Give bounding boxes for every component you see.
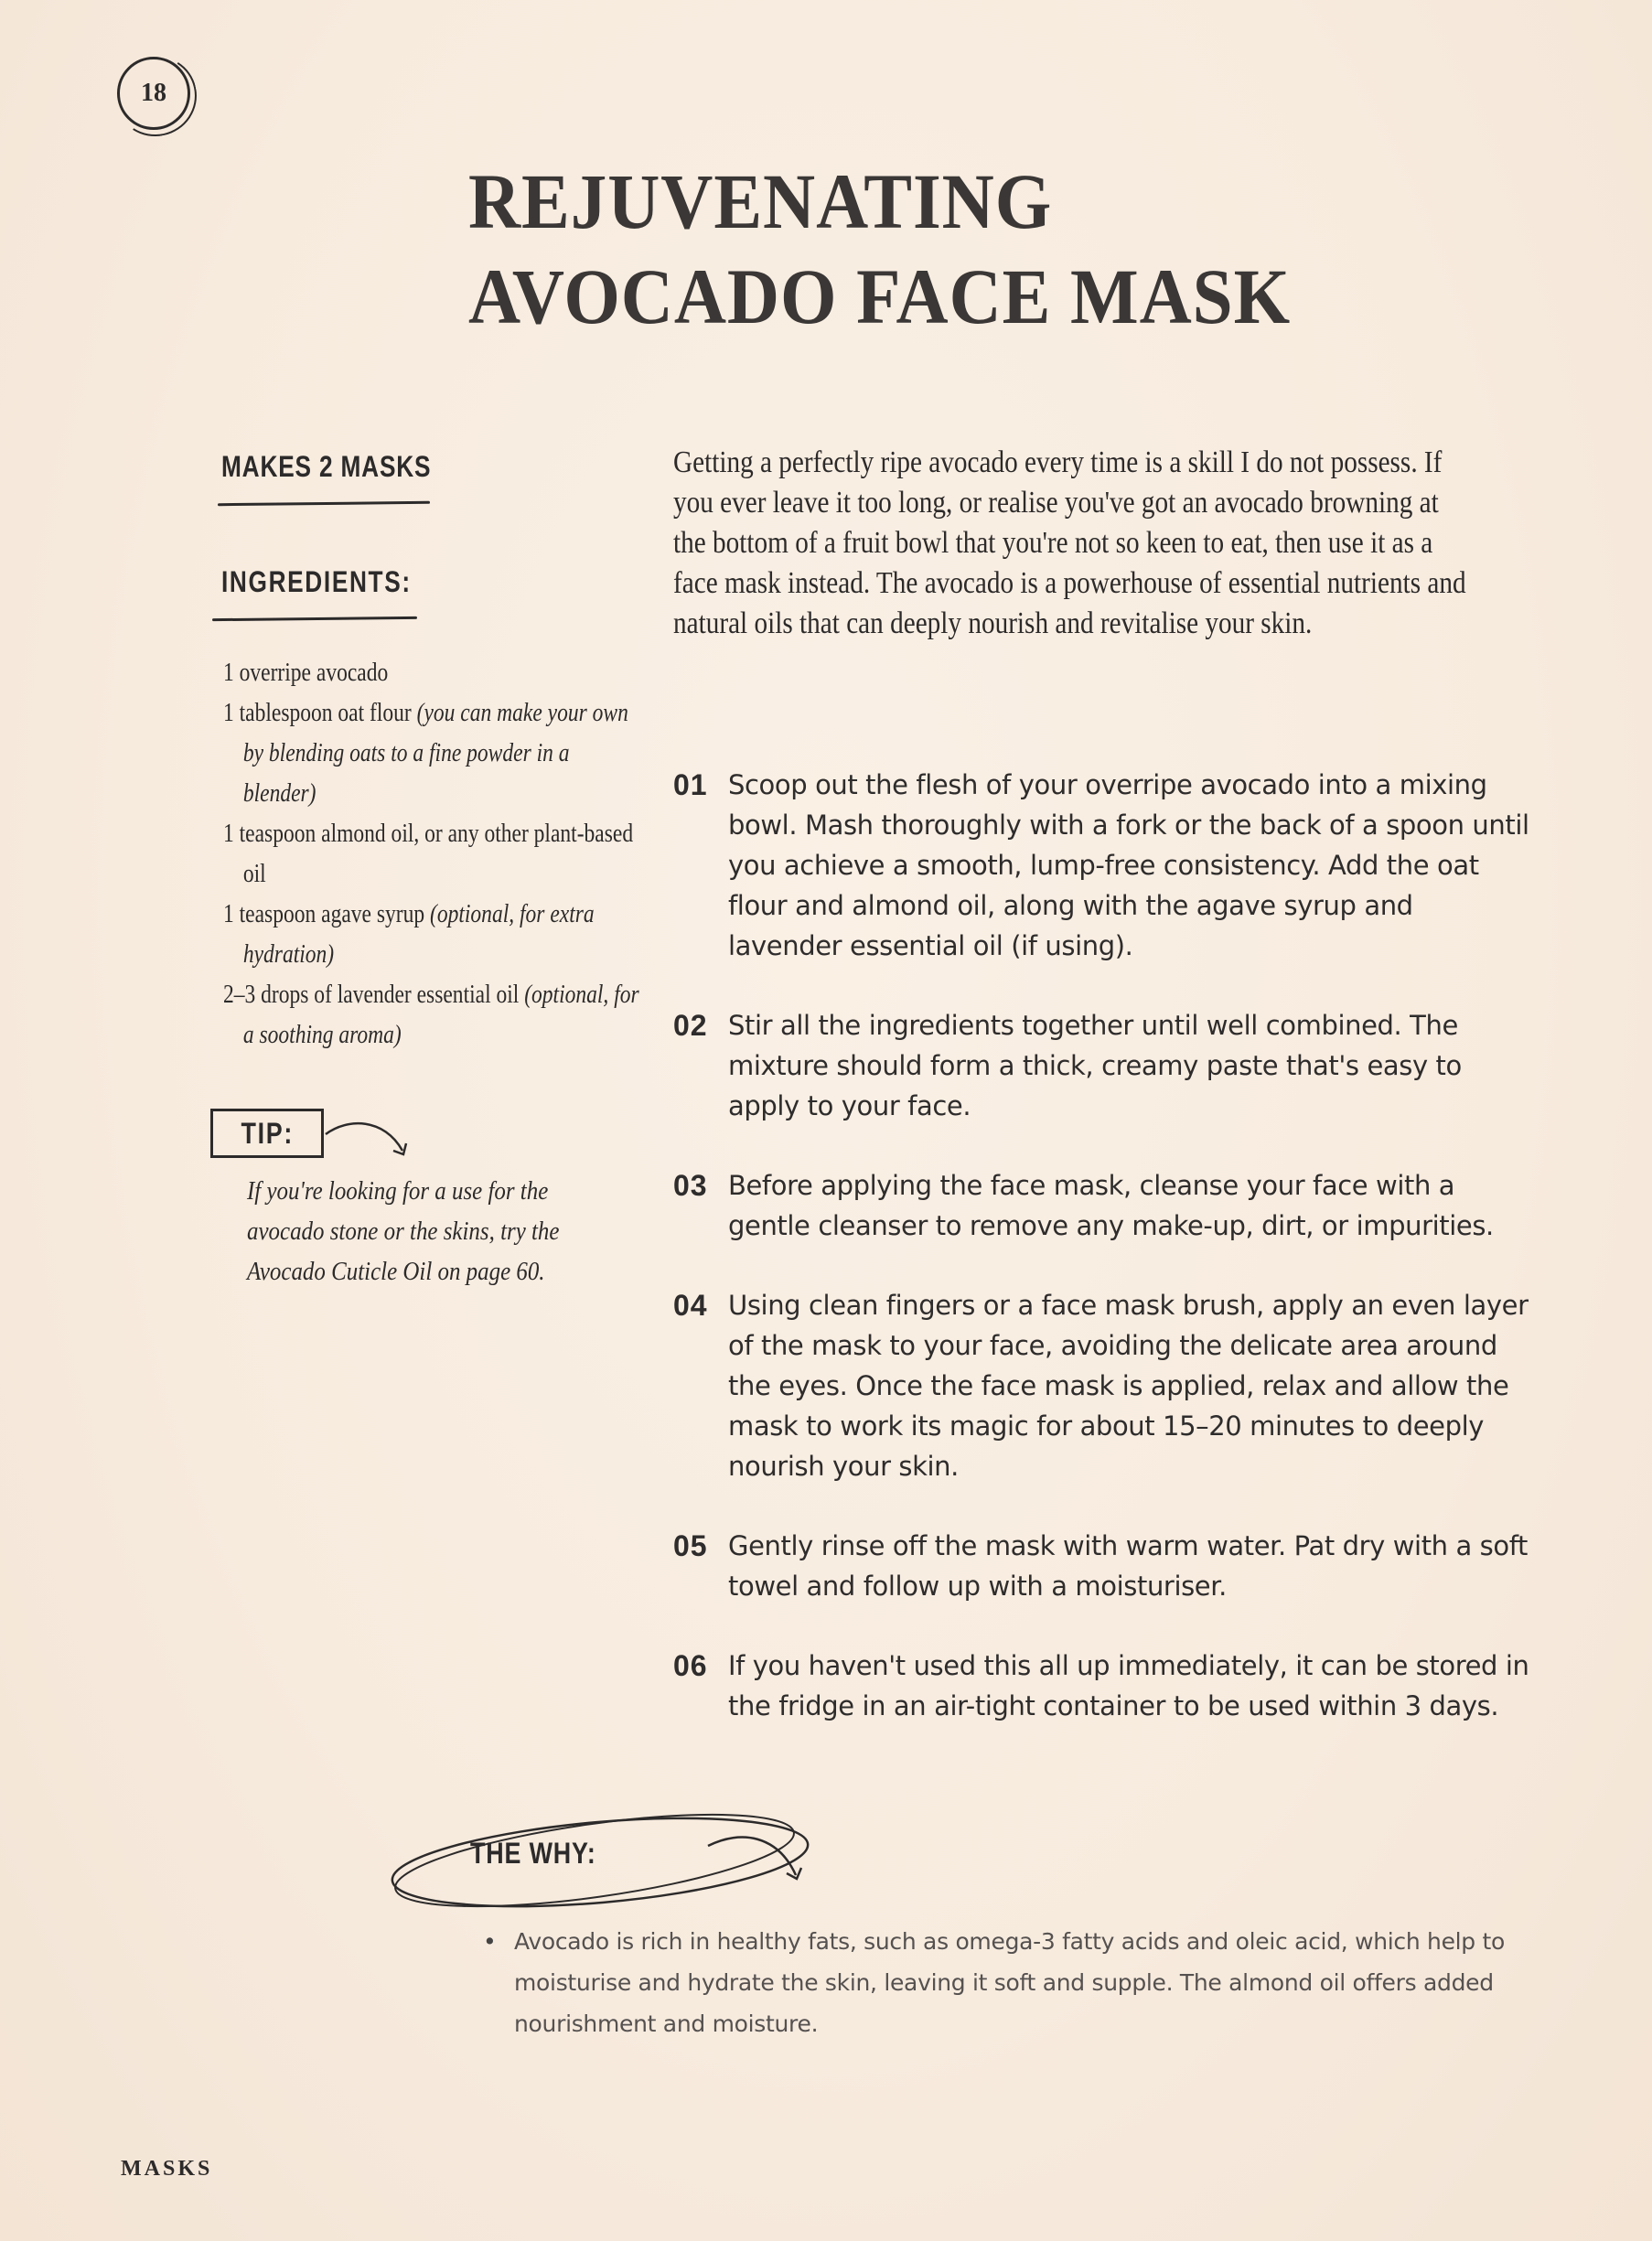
page-number: 18 bbox=[141, 79, 166, 107]
ingredient-note: (optional, for extra hydration) bbox=[242, 900, 595, 969]
step-item bbox=[673, 765, 1533, 966]
ingredients-list bbox=[223, 653, 639, 1056]
yield-label: MAKES 2 MASKS bbox=[221, 450, 432, 483]
step-item bbox=[673, 1165, 1533, 1246]
page-title bbox=[468, 154, 1291, 344]
step-item bbox=[673, 1526, 1533, 1606]
ingredient-note: (optional, for a soothing aroma) bbox=[242, 981, 639, 1049]
step-text: Stir all the ingredients together until well combined. The mixture should form a thick, creamy paste that's easy to apply to your face. bbox=[728, 1010, 1462, 1121]
section-footer: MASKS bbox=[121, 2157, 213, 2181]
intro-paragraph: Getting a perfectly ripe avocado every time is a skill I do not possess. If you ever leave it too long, or realise you've got an avocado browning at the bottom of a fruit bowl that you're not so keen to eat, then use it as a face mask instead. The avocado is a powerhouse of essential nutrients and natural oils that can deeply nourish and revitalise your skin. bbox=[673, 445, 1466, 640]
tip-label: TIP: bbox=[241, 1116, 294, 1150]
step-item bbox=[673, 1005, 1533, 1126]
divider-rule bbox=[218, 501, 430, 506]
step-item bbox=[673, 1646, 1533, 1726]
tip-label-box bbox=[210, 1109, 324, 1158]
ingredient-item: 1 teaspoon almond oil, or any other plant-based oil bbox=[223, 820, 634, 888]
step-text: Scoop out the flesh of your overripe avocado into a mixing bowl. Mash thoroughly with a fork or the back of a spoon until you achieve a smooth, lump-free consistency. Add the oat flour and almond oil, along with the agave syrup and lavender essential oil (if using). bbox=[728, 769, 1529, 961]
step-number: 05 bbox=[673, 1529, 708, 1562]
ingredient-note: (you can make your own by blending oats to a fine powder in a blender) bbox=[242, 699, 628, 808]
why-point: • Avocado is rich in healthy fats, such as omega-3 fatty acids and oleic acid, which help to moisturise and hydrate the skin, leaving it soft and supple. The almond oil offers added nourishment and moisture. bbox=[483, 1921, 1517, 2044]
step-text: Gently rinse off the mask with warm water. Pat dry with a soft towel and follow up with a moisturiser. bbox=[728, 1530, 1528, 1602]
ingredients-heading: INGREDIENTS: bbox=[221, 565, 412, 598]
ingredient-item: 1 overripe avocado bbox=[223, 659, 389, 687]
step-text: Using clean fingers or a face mask brush, apply an even layer of the mask to your face, avoiding the delicate area around the eyes. Once the face mask is applied, relax and allow the mask to work its magic for about 15–20 minutes to deeply nourish your skin. bbox=[728, 1290, 1529, 1482]
title-line-1: REJUVENATING bbox=[468, 157, 1053, 245]
title-line-2: AVOCADO FACE MASK bbox=[468, 252, 1292, 340]
step-number: 06 bbox=[673, 1649, 708, 1682]
step-item bbox=[673, 1285, 1533, 1486]
why-list bbox=[483, 1921, 1517, 2044]
why-label: THE WHY: bbox=[470, 1837, 596, 1870]
ingredient-item: 2–3 drops of lavender essential oil (optional, for a soothing aroma) bbox=[223, 981, 639, 1049]
step-number: 02 bbox=[673, 1009, 708, 1042]
step-number: 03 bbox=[673, 1169, 708, 1202]
ingredient-item: 1 teaspoon agave syrup (optional, for extra hydration) bbox=[223, 900, 595, 969]
page-number-badge bbox=[117, 57, 190, 130]
curved-arrow-icon bbox=[704, 1829, 814, 1903]
divider-rule bbox=[212, 617, 417, 621]
curved-arrow-icon bbox=[320, 1114, 421, 1178]
step-text: Before applying the face mask, cleanse your face with a gentle cleanser to remove any make-up, dirt, or impurities. bbox=[728, 1170, 1494, 1241]
ingredient-item: 1 tablespoon oat flour (you can make your own by blending oats to a fine powder in a blender) bbox=[223, 699, 628, 808]
method-steps bbox=[673, 765, 1533, 1765]
step-number: 04 bbox=[673, 1289, 708, 1322]
step-number: 01 bbox=[673, 768, 708, 801]
ingredients-column bbox=[210, 439, 639, 1056]
tip-text: If you're looking for a use for the avocado stone or the skins, try the Avocado Cuticle Oil on page 60. bbox=[247, 1176, 560, 1286]
step-text: If you haven't used this all up immediately, it can be stored in the fridge in an air-tight container to be used within 3 days. bbox=[728, 1650, 1529, 1721]
